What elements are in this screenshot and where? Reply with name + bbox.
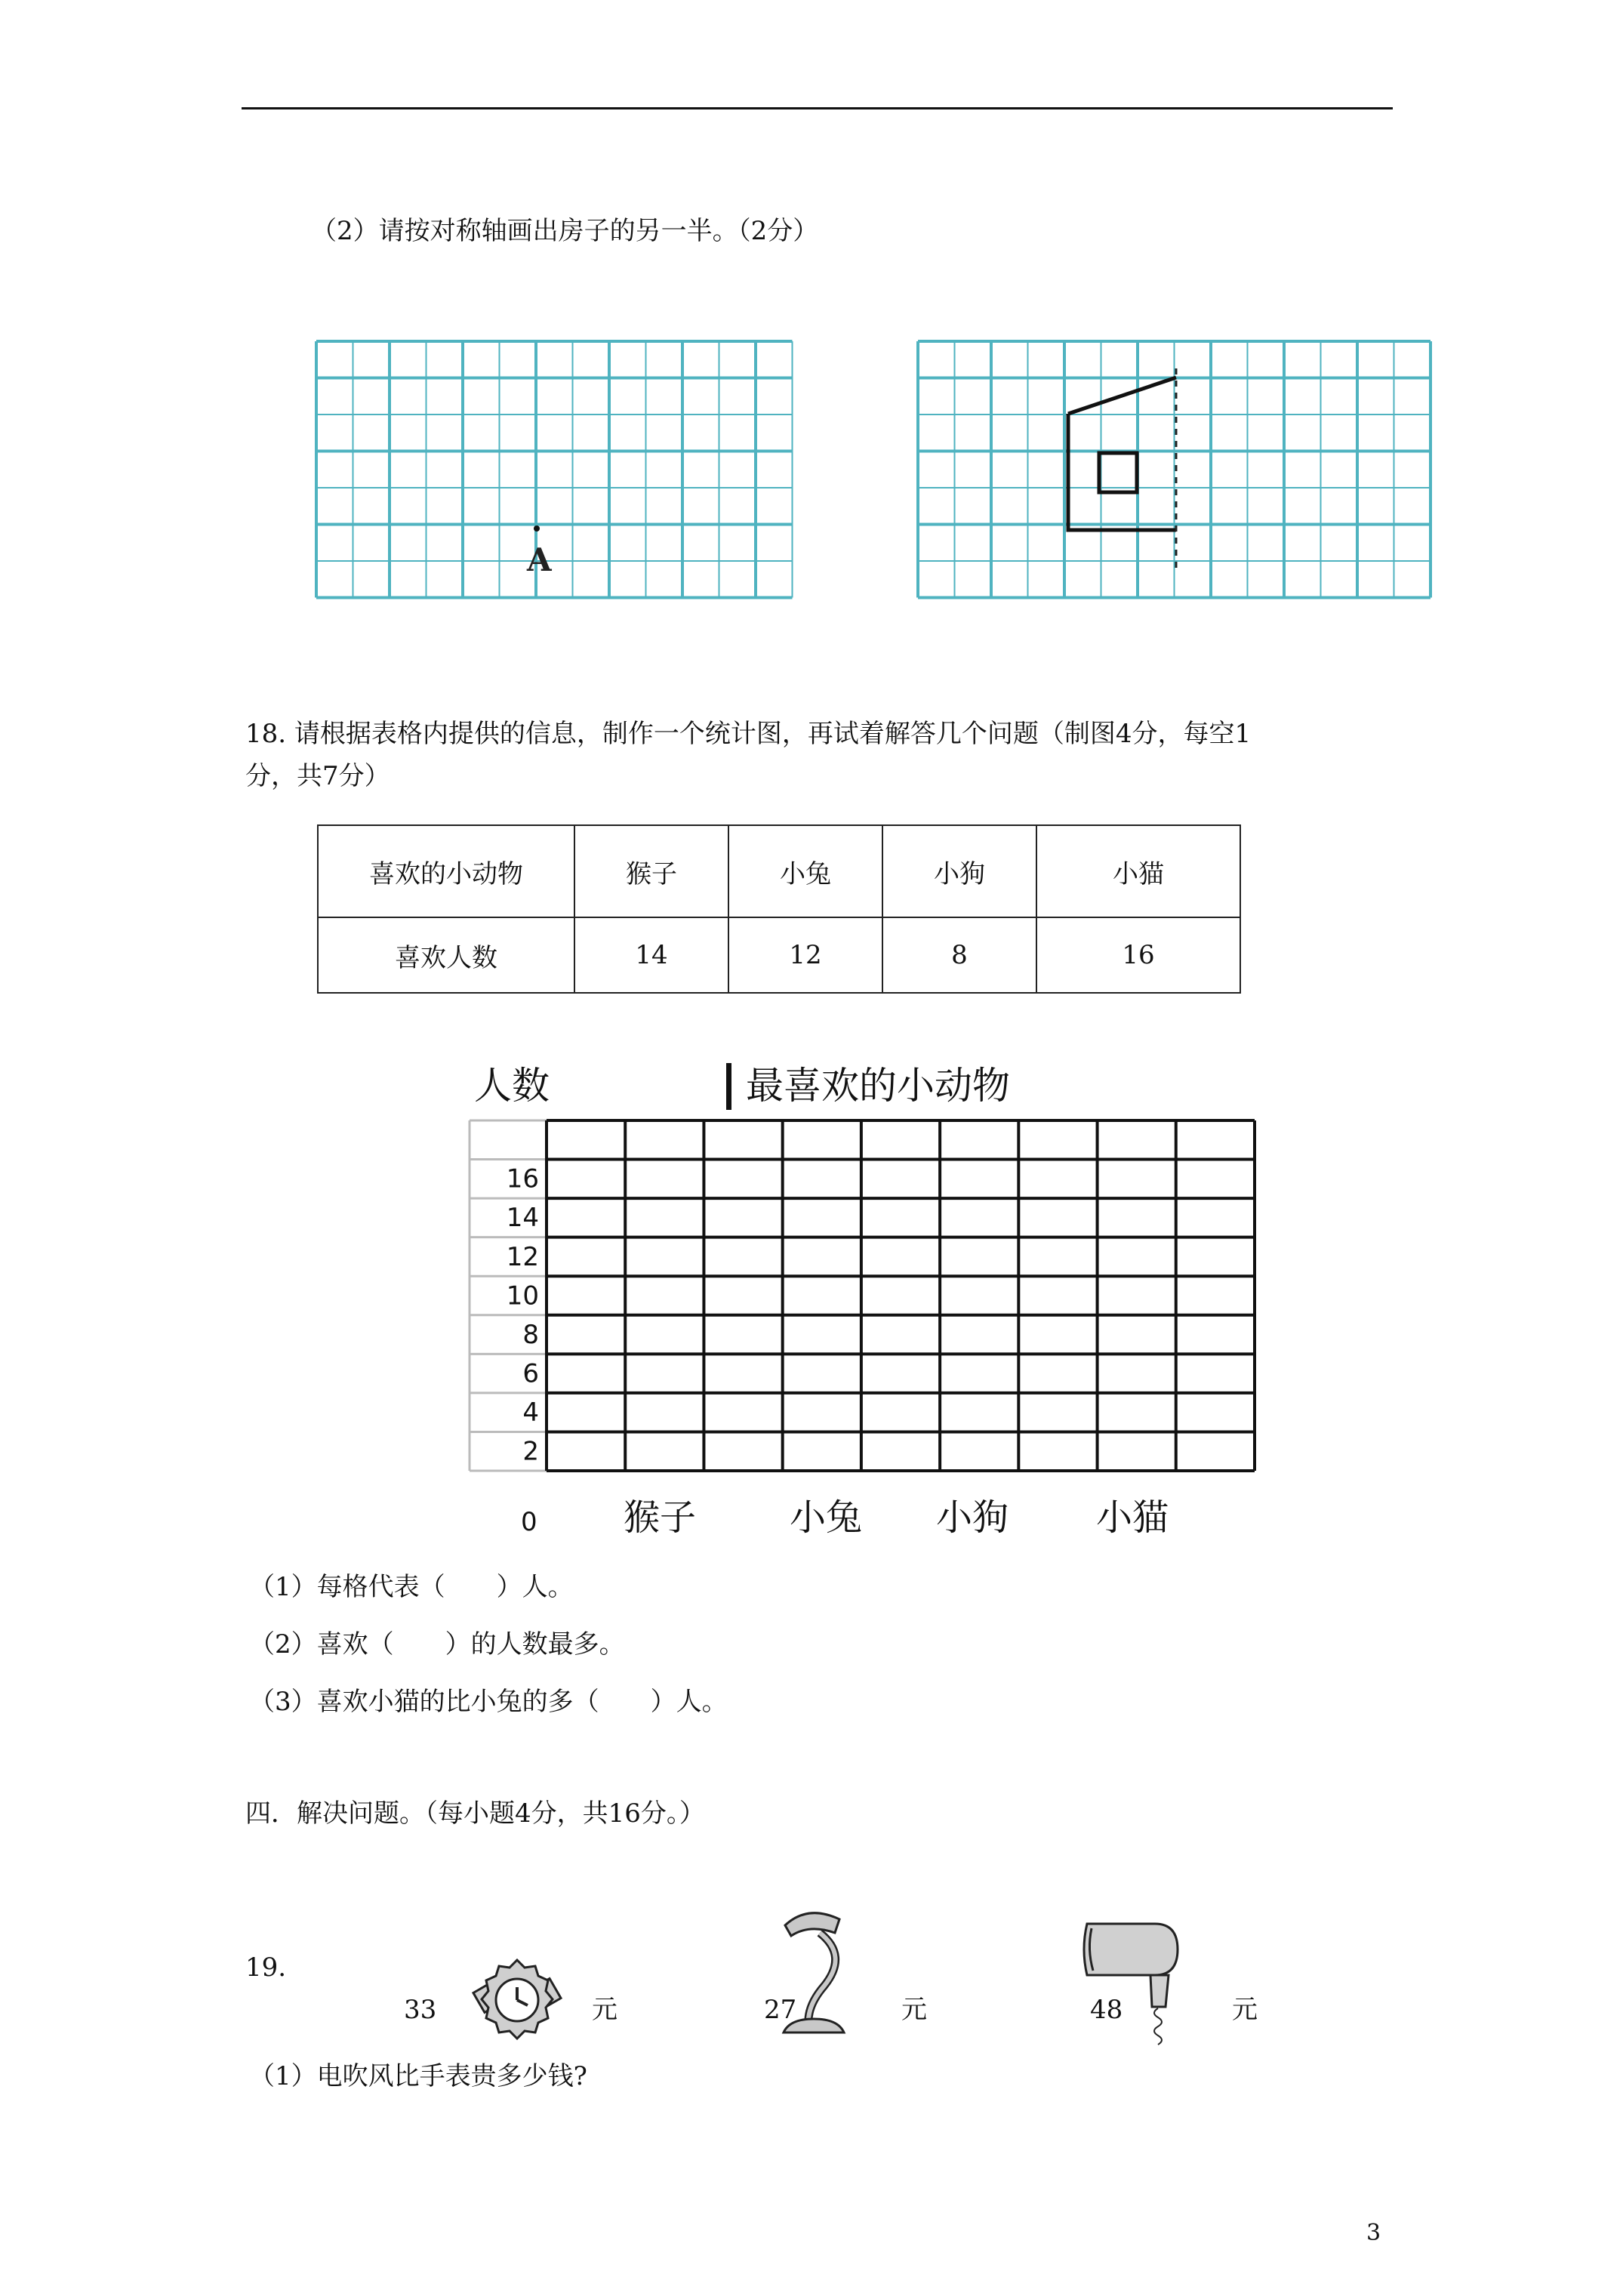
table-animal-cell: 小狗 [882,825,1036,917]
q17-part2-text: （2）请按对称轴画出房子的另一半。（2分） [311,216,819,246]
chart-ytick-label: 4 [522,1398,539,1428]
point-a-dot [534,525,540,532]
half-house-drawing [1068,378,1176,530]
symmetry-grid-right [913,338,1434,612]
watch-icon [464,1943,570,2049]
item-unit: 元 [592,1995,617,2025]
chart-ytick-label: 2 [522,1436,539,1467]
q18-stem-line2: 分，共7分） [245,761,390,791]
table-animal-cell: 猴子 [574,825,728,917]
desk-lamp-icon [762,1903,876,2046]
hair-dryer-icon [1075,1909,1196,2052]
section-4-heading: 四．解决问题。（每小题4分，共16分。） [245,1798,705,1829]
chart-ytick-label: 10 [506,1281,539,1311]
chart-title: 最喜欢的小动物 [746,1064,1010,1108]
chart-category-label: 小猫 [1096,1496,1169,1539]
table-count-cell: 8 [882,917,1036,993]
chart-category-label: 猴子 [624,1496,697,1539]
table-animal-cell: 小兔 [728,825,882,917]
table-animal-cell: 小猫 [1036,825,1240,917]
item-unit: 元 [901,1995,927,2025]
item-price: 27 [764,1995,797,2025]
q18-question-3: （3）喜欢小猫的比小兔的多（ ）人。 [249,1687,728,1717]
chart-origin-label: 0 [521,1507,537,1537]
point-a-label: A [527,541,552,578]
item-unit: 元 [1232,1995,1258,2025]
bar-chart-grid [467,1117,1259,1483]
table-count-cell: 16 [1036,917,1240,993]
q18-question-2: （2）喜欢（ ）的人数最多。 [249,1629,625,1660]
animal-data-table [317,824,1241,994]
chart-ytick-label: 16 [506,1163,539,1194]
chart-title-bar [726,1063,731,1110]
q18-stem-line1: 18. 请根据表格内提供的信息，制作一个统计图，再试着解答几个问题（制图4分，每空1 [245,719,1252,749]
chart-ytick-label: 12 [506,1241,539,1272]
table-count-cell: 14 [574,917,728,993]
chart-ytick-label: 6 [522,1358,539,1389]
item-price: 48 [1090,1995,1123,2025]
symmetry-grid-left [313,338,796,612]
q19-question-1: （1）电吹风比手表贵多少钱? [249,2061,587,2091]
table-row-label: 喜欢人数 [318,917,574,993]
chart-ytick-label: 8 [522,1319,539,1350]
q19-number: 19. [245,1952,287,1983]
chart-ylabel: 人数 [474,1064,550,1108]
item-price: 33 [404,1995,437,2025]
q18-question-1: （1）每格代表（ ）人。 [249,1572,574,1602]
header-rule [242,107,1393,109]
table-count-cell: 12 [728,917,882,993]
chart-category-label: 小狗 [936,1496,1009,1539]
page-number: 3 [1366,2220,1381,2246]
chart-ytick-label: 14 [506,1203,539,1234]
table-header-label: 喜欢的小动物 [318,825,574,917]
chart-category-label: 小兔 [790,1496,863,1539]
